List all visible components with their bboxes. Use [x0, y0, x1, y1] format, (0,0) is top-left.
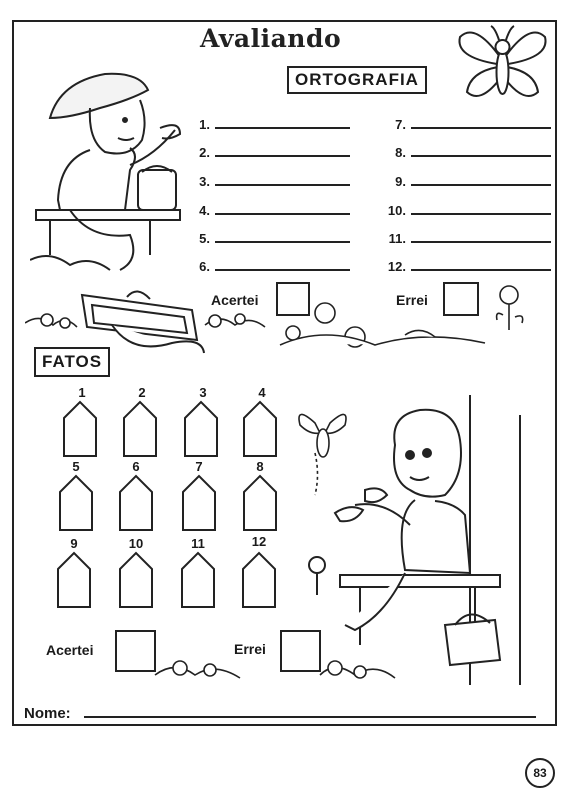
section-label-ortografia: ORTOGRAFIA — [287, 66, 427, 94]
house-number: 3 — [199, 385, 207, 400]
list-item: 8. — [380, 140, 551, 160]
house-number: 9 — [70, 536, 78, 551]
list-item: 6. — [190, 254, 350, 274]
answer-line[interactable] — [411, 184, 551, 186]
answer-line[interactable] — [411, 269, 551, 271]
house-number: 12 — [251, 534, 267, 549]
list-item: 5. — [190, 226, 350, 246]
answer-line[interactable] — [411, 155, 551, 157]
house-answer-box[interactable] — [181, 474, 217, 532]
answer-line[interactable] — [411, 127, 551, 129]
page-number: 83 — [525, 758, 555, 788]
house-answer-box[interactable] — [242, 474, 278, 532]
errei-score-box[interactable] — [443, 282, 479, 316]
butterfly-icon — [455, 22, 550, 104]
house-number: 1 — [78, 385, 86, 400]
nome-input-line[interactable] — [84, 716, 536, 718]
house-answer-box[interactable] — [58, 474, 94, 532]
house-answer-box[interactable] — [62, 400, 98, 458]
nome-label: Nome: — [24, 705, 71, 722]
errei-score-box[interactable] — [280, 630, 321, 672]
answer-line[interactable] — [411, 241, 551, 243]
house-answer-box[interactable] — [56, 551, 92, 609]
list-item: 9. — [380, 169, 551, 189]
house-answer-box[interactable] — [241, 551, 277, 609]
page-title: Avaliando — [200, 24, 342, 53]
acertei-score-box[interactable] — [115, 630, 156, 672]
answer-line[interactable] — [215, 269, 350, 271]
house-answer-box[interactable] — [118, 474, 154, 532]
list-item: 3. — [190, 169, 350, 189]
house-number: 6 — [132, 459, 140, 474]
boy-reading-illustration — [30, 60, 195, 280]
answer-line[interactable] — [411, 213, 551, 215]
list-item: 4. — [190, 198, 350, 218]
house-number: 8 — [256, 459, 264, 474]
house-number: 10 — [128, 536, 144, 551]
acertei-label: Acertei — [46, 642, 94, 658]
answer-line[interactable] — [215, 127, 350, 129]
list-item: 11. — [380, 226, 551, 246]
house-number: 2 — [138, 385, 146, 400]
errei-label: Errei — [234, 641, 266, 657]
list-item: 12. — [380, 254, 551, 274]
house-answer-box[interactable] — [122, 400, 158, 458]
acertei-score-box[interactable] — [276, 282, 310, 316]
house-answer-box[interactable] — [180, 551, 216, 609]
house-answer-box[interactable] — [118, 551, 154, 609]
answer-line[interactable] — [215, 241, 350, 243]
list-item: 2. — [190, 140, 350, 160]
list-item: 1. — [190, 112, 350, 132]
answer-line[interactable] — [215, 155, 350, 157]
answer-line[interactable] — [215, 213, 350, 215]
house-number: 4 — [258, 385, 266, 400]
section-label-fatos: FATOS — [34, 347, 110, 377]
house-answer-box[interactable] — [242, 400, 278, 458]
house-number: 11 — [191, 536, 205, 551]
answer-line[interactable] — [215, 184, 350, 186]
house-answer-box[interactable] — [183, 400, 219, 458]
house-number: 7 — [195, 459, 203, 474]
house-number: 5 — [72, 459, 80, 474]
list-item: 10. — [380, 198, 551, 218]
errei-label: Errei — [396, 292, 428, 308]
acertei-label: Acertei — [211, 292, 259, 308]
list-item: 7. — [380, 112, 551, 132]
